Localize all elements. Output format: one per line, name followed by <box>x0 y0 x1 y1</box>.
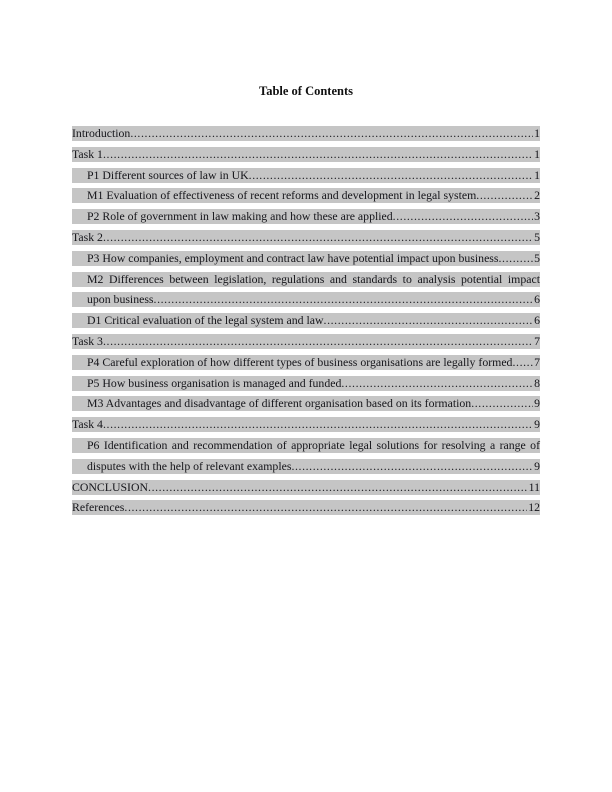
dot-leader <box>103 418 533 431</box>
dot-leader <box>103 231 533 244</box>
toc-entry-text: References <box>72 500 125 515</box>
dot-leader <box>324 314 534 327</box>
toc-row-continuation[interactable] <box>72 459 540 474</box>
toc-entry-text: disputes with the help of relevant examples <box>87 458 292 473</box>
dot-leader <box>471 397 533 410</box>
page-number: 5 <box>534 229 540 244</box>
toc-row[interactable] <box>72 251 540 266</box>
toc-entry-text: P5 How business organisation is managed and funded <box>87 375 342 390</box>
page-number: 9 <box>534 417 540 432</box>
dot-leader <box>393 210 533 223</box>
toc-entry-text: Task 4 <box>72 417 103 432</box>
page-number: 7 <box>534 354 540 369</box>
dot-leader <box>130 127 533 140</box>
toc-row-continuation[interactable] <box>72 292 540 307</box>
page-number: 2 <box>534 188 540 203</box>
page-number: 6 <box>534 292 540 307</box>
toc-entry-text: P2 Role of government in law making and how these are applied <box>87 209 393 224</box>
dot-leader <box>103 335 533 348</box>
toc-row[interactable] <box>72 126 540 141</box>
dot-leader <box>512 356 533 369</box>
document-title: Table of Contents <box>259 84 353 98</box>
page-number: 12 <box>528 500 540 515</box>
page-number: 11 <box>528 479 540 494</box>
dot-leader <box>249 169 533 182</box>
toc-list <box>72 126 540 515</box>
toc-entry-text: M1 Evaluation of effectiveness of recent reforms and development in legal system <box>87 188 477 203</box>
toc-entry-text: Task 1 <box>72 146 103 161</box>
toc-entry-text: Task 3 <box>72 333 103 348</box>
page-number: 8 <box>534 375 540 390</box>
toc-row[interactable] <box>72 188 540 203</box>
dot-leader <box>148 481 528 494</box>
dot-leader <box>124 501 527 514</box>
dot-leader <box>476 189 533 202</box>
page-number: 5 <box>534 250 540 265</box>
dot-leader <box>499 252 534 265</box>
page-number: 6 <box>534 313 540 328</box>
toc-row[interactable] <box>72 147 540 162</box>
dot-leader <box>103 148 533 161</box>
toc-entry-text: M3 Advantages and disadvantage of different organisation based on its formation <box>87 396 472 411</box>
toc-entry-text: M2 Differences between legislation, regulations and standards to analysis potential impact <box>87 271 540 286</box>
toc-row[interactable] <box>72 272 540 287</box>
toc-entry-text: upon business <box>87 292 154 307</box>
toc-row[interactable] <box>72 168 540 183</box>
toc-row[interactable] <box>72 480 540 495</box>
toc-row[interactable] <box>72 355 540 370</box>
dot-leader <box>291 460 533 473</box>
toc-row[interactable] <box>72 313 540 328</box>
toc-row[interactable] <box>72 438 540 453</box>
page-number: 7 <box>534 333 540 348</box>
toc-entry-text: P6 Identification and recommendation of appropriate legal solutions for resolving a range of <box>87 437 540 452</box>
page-number: 9 <box>534 458 540 473</box>
toc-entry-text: Introduction <box>72 126 131 140</box>
toc-entry-text: P1 Different sources of law in UK <box>87 167 249 182</box>
page-number: 1 <box>534 146 540 161</box>
page-number: 9 <box>534 396 540 411</box>
toc-row[interactable] <box>72 417 540 432</box>
dot-leader <box>154 293 534 306</box>
toc-entry-text: P3 How companies, employment and contract law have potential impact upon business <box>87 250 499 265</box>
toc-row[interactable] <box>72 334 540 349</box>
toc-row[interactable] <box>72 376 540 391</box>
toc-row[interactable] <box>72 500 540 515</box>
page-number: 3 <box>534 209 540 224</box>
dot-leader <box>341 377 533 390</box>
toc-entry-text: Task 2 <box>72 229 103 244</box>
toc-row[interactable] <box>72 209 540 224</box>
toc-entry-text: D1 Critical evaluation of the legal system and law <box>87 313 324 328</box>
page-number: 1 <box>534 167 540 182</box>
table-of-contents <box>72 126 540 515</box>
toc-row[interactable] <box>72 396 540 411</box>
toc-entry-text: CONCLUSION <box>72 479 149 494</box>
toc-entry-text: P4 Careful exploration of how different types of business organisations are legally formed <box>87 354 513 369</box>
toc-row[interactable] <box>72 230 540 245</box>
page-number: 1 <box>534 126 540 140</box>
